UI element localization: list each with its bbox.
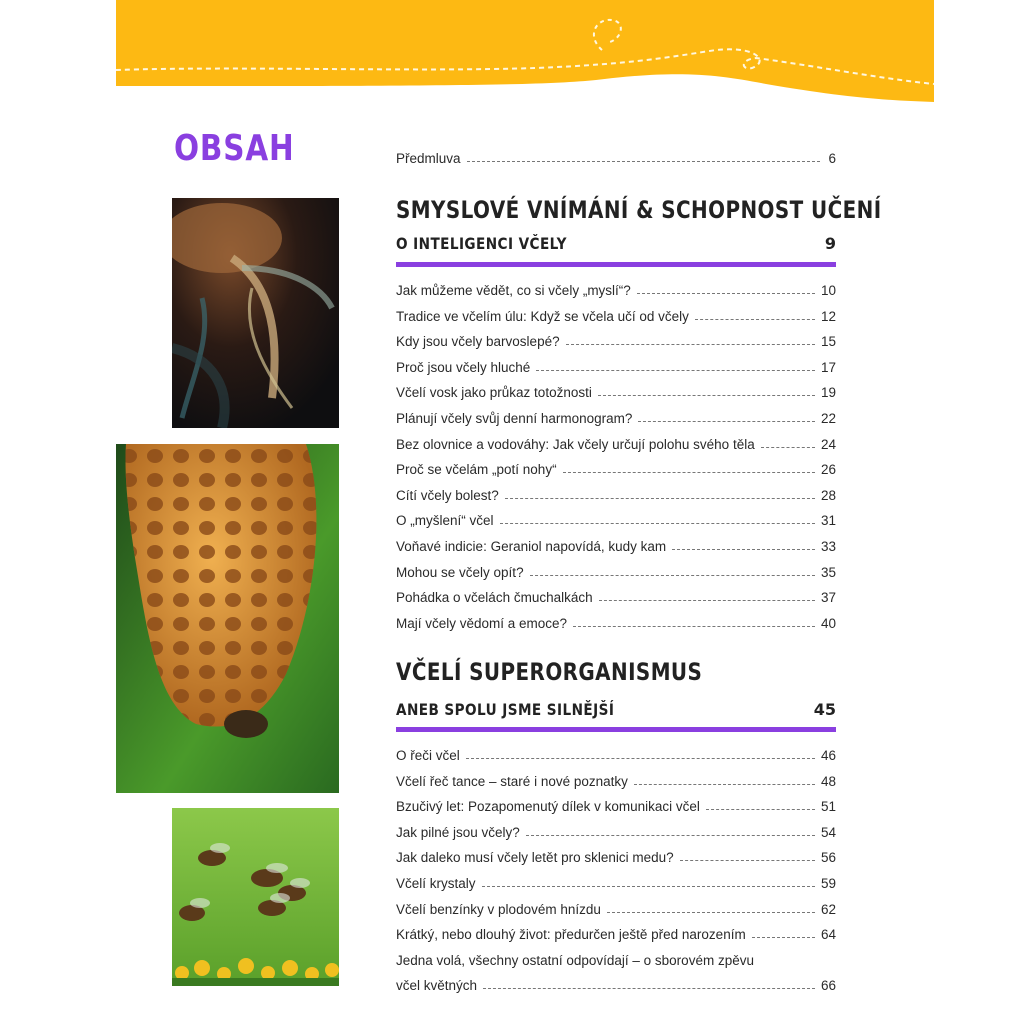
entry-label: Tradice ve včelím úlu: Když se včela učí od včely [396, 308, 689, 324]
entry-page: 33 [820, 539, 836, 554]
leader-dots [761, 446, 815, 448]
entry-label: O „myšlení“ včel [396, 513, 494, 529]
entry-page: 64 [820, 927, 836, 943]
section-title: VČELÍ SUPERORGANISMUS [396, 658, 703, 686]
leader-dots [505, 497, 815, 499]
entry-page: 24 [820, 436, 836, 452]
entry-label: Včelí krystaly [396, 876, 476, 891]
entry-page: 51 [820, 799, 836, 815]
toc-entry[interactable] [396, 532, 836, 554]
queen-cell-photo [116, 444, 339, 793]
entry-page: 19 [820, 385, 836, 401]
entry-page: 37 [820, 590, 836, 606]
entry-page: 28 [820, 487, 836, 503]
leader-dots [672, 548, 815, 550]
entry-label: Plánují včely svůj denní harmonogram? [396, 411, 633, 426]
toc-entry[interactable] [396, 583, 836, 605]
toc-entry-preface[interactable] [396, 144, 836, 166]
toc-entry[interactable] [396, 818, 836, 840]
leader-dots [500, 522, 815, 524]
toc-entry[interactable] [396, 895, 836, 917]
entry-label: Kdy jsou včely barvoslepé? [396, 334, 560, 350]
entry-label: Mají včely vědomí a emoce? [396, 615, 568, 631]
entry-label: Jak pilné jsou včely? [396, 824, 520, 840]
entry-page: 40 [820, 615, 836, 631]
entry-page: 66 [820, 978, 836, 994]
entry-page: 56 [820, 850, 836, 866]
entry-label: Krátký, nebo dlouhý život: předurčen ještě před narozením [396, 927, 746, 943]
leader-dots [634, 783, 815, 785]
toc-entry[interactable] [396, 920, 836, 942]
flying-bees-photo [172, 808, 339, 986]
leader-dots [526, 834, 815, 836]
leader-dots [573, 625, 815, 627]
toc-entry[interactable] [396, 767, 836, 789]
entry-page: 35 [820, 564, 836, 580]
leader-dots [637, 292, 815, 294]
entry-page: 15 [820, 334, 836, 350]
entry-label: Včelí vosk jako průkaz totožnosti [396, 385, 592, 401]
entry-label: Předmluva [396, 151, 461, 166]
entry-page: 26 [820, 462, 836, 478]
section-subtitle-row[interactable] [396, 234, 836, 260]
leader-dots [599, 599, 815, 601]
entry-label: včel květných [396, 978, 478, 994]
entry-page: 17 [820, 359, 836, 375]
toc-entry[interactable] [396, 353, 836, 375]
leader-dots [482, 885, 815, 887]
entry-page: 54 [820, 824, 836, 840]
toc-entry[interactable] [396, 971, 836, 993]
leader-dots [536, 369, 815, 371]
leader-dots [467, 160, 820, 162]
toc-entry[interactable] [396, 276, 836, 298]
toc-entry[interactable] [396, 378, 836, 400]
toc-entry[interactable] [396, 792, 836, 814]
bee-leg-photo [172, 198, 339, 428]
leader-dots [563, 471, 815, 473]
entry-page: 10 [820, 283, 836, 298]
leader-dots [752, 936, 815, 938]
leader-dots [483, 987, 815, 989]
section-divider [396, 727, 836, 732]
entry-page: 46 [820, 748, 836, 763]
entry-page: 31 [820, 513, 836, 529]
page-title: OBSAH [174, 128, 295, 169]
entry-label: Voňavé indicie: Geraniol napovídá, kudy kam [396, 539, 667, 554]
entry-label: Bzučivý let: Pozapomenutý dílek v komunikaci včel [396, 799, 700, 815]
leader-dots [695, 318, 815, 320]
entry-page: 12 [820, 308, 836, 324]
entry-label: Pohádka o včelách čmuchalkách [396, 590, 593, 606]
section-page: 9 [824, 234, 836, 253]
leader-dots [566, 343, 815, 345]
entry-label: Proč jsou včely hluché [396, 359, 531, 375]
section-subtitle: O INTELIGENCI VČELY [396, 234, 567, 253]
section-page: 45 [813, 700, 836, 719]
entry-page: 62 [820, 901, 836, 917]
section-divider [396, 262, 836, 267]
toc-entry[interactable] [396, 404, 836, 426]
entry-page: 22 [820, 411, 836, 426]
toc-entry[interactable] [396, 302, 836, 324]
toc-entry[interactable] [396, 946, 836, 968]
leader-dots [530, 574, 815, 576]
leader-dots [466, 757, 815, 759]
toc-entry[interactable] [396, 558, 836, 580]
section-title: SMYSLOVÉ VNÍMÁNÍ & SCHOPNOST UČENÍ [396, 196, 882, 224]
toc-entry[interactable] [396, 430, 836, 452]
entry-label: Bez olovnice a vodováhy: Jak včely určují polohu svého těla [396, 436, 755, 452]
leader-dots [607, 911, 815, 913]
entry-label: Mohou se včely opít? [396, 564, 524, 580]
toc-entry[interactable] [396, 506, 836, 528]
toc-entry[interactable] [396, 609, 836, 631]
entry-label: Jak můžeme vědět, co si včely „myslí“? [396, 283, 631, 298]
toc-entry[interactable] [396, 327, 836, 349]
banner-decoration [116, 0, 934, 102]
toc-entry[interactable] [396, 843, 836, 865]
toc-entry[interactable] [396, 741, 836, 763]
leader-dots [706, 808, 815, 810]
entry-label: Včelí benzínky v plodovém hnízdu [396, 901, 601, 917]
entry-page: 6 [828, 151, 836, 166]
entry-label: O řeči včel [396, 748, 460, 763]
entry-label: Včelí řeč tance – staré i nové poznatky [396, 773, 628, 789]
toc-entry[interactable] [396, 869, 836, 891]
leader-dots [680, 859, 815, 861]
toc-entry[interactable] [396, 481, 836, 503]
leader-dots [638, 420, 815, 422]
entry-page: 48 [820, 773, 836, 789]
entry-page: 59 [820, 876, 836, 891]
toc-entry[interactable] [396, 455, 836, 477]
entry-label: Proč se včelám „potí nohy“ [396, 462, 557, 478]
entry-label: Jak daleko musí včely letět pro sklenici medu? [396, 850, 674, 866]
entry-label: Jedna volá, všechny ostatní odpovídají – o sborovém zpěvu [396, 952, 754, 968]
leader-dots [598, 394, 815, 396]
section-subtitle-row[interactable] [396, 700, 836, 726]
entry-label: Cítí včely bolest? [396, 487, 499, 503]
section-subtitle: ANEB SPOLU JSME SILNĚJŠÍ [396, 700, 615, 719]
